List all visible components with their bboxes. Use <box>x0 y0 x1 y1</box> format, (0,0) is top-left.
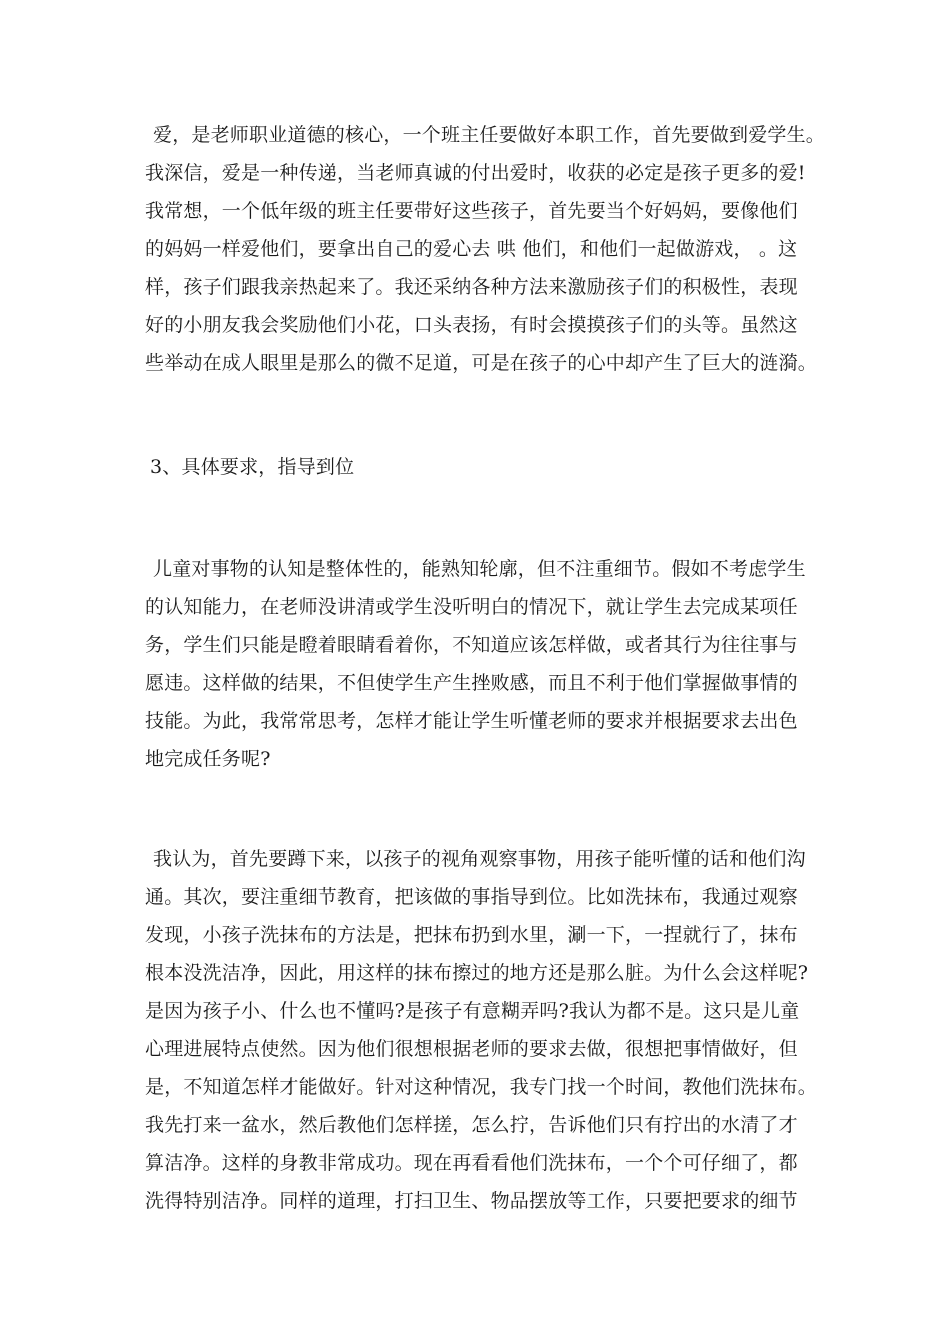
text-line: 样，孩子们跟我亲热起来了。我还采纳各种方法来激励孩子们的积极性，表现 <box>145 276 798 298</box>
text-line: 地完成任务呢? <box>145 748 271 770</box>
text-line: 技能。为此，我常常思考，怎样才能让学生听懂老师的要求并根据要求去出色 <box>145 710 798 732</box>
text-line: 我先打来一盆水，然后教他们怎样搓，怎么拧，告诉他们只有拧出的水清了才 <box>145 1114 798 1136</box>
section-heading: 3、具体要求，指导到位 <box>150 456 355 478</box>
text-line: 务，学生们只能是瞪着眼睛看着你，不知道应该怎样做，或者其行为往往事与 <box>145 634 798 656</box>
text-line: 愿违。这样做的结果，不但使学生产生挫败感，而且不利于他们掌握做事情的 <box>145 672 798 694</box>
text-line: 的妈妈一样爱他们，要拿出自己的爱心去 哄 他们，和他们一起做游戏， 。这 <box>145 238 798 260</box>
text-line: 的认知能力，在老师没讲清或学生没听明白的情况下，就让学生去完成某项任 <box>145 596 798 618</box>
text-line: 我认为，首先要蹲下来，以孩子的视角观察事物，用孩子能听懂的话和他们沟 <box>153 848 806 870</box>
text-line: 是，不知道怎样才能做好。针对这种情况，我专门找一个时间，教他们洗抹布。 <box>145 1076 818 1098</box>
text-line: 些举动在成人眼里是那么的微不足道，可是在孩子的心中却产生了巨大的涟漪。 <box>145 352 818 374</box>
text-line: 心理进展特点使然。因为他们很想根据老师的要求去做，很想把事情做好，但 <box>145 1038 798 1060</box>
text-line: 洗得特别洁净。同样的道理，打扫卫生、物品摆放等工作，只要把要求的细节 <box>145 1190 798 1212</box>
text-line: 儿童对事物的认知是整体性的，能熟知轮廓，但不注重细节。假如不考虑学生 <box>153 558 806 580</box>
text-line: 我深信，爱是一种传递，当老师真诚的付出爱时，收获的必定是孩子更多的爱! <box>145 162 806 184</box>
text-line: 好的小朋友我会奖励他们小花，口头表扬，有时会摸摸孩子们的头等。虽然这 <box>145 314 798 336</box>
text-line: 算洁净。这样的身教非常成功。现在再看看他们洗抹布，一个个可仔细了，都 <box>145 1152 798 1174</box>
text-line: 我常想，一个低年级的班主任要带好这些孩子，首先要当个好妈妈，要像他们 <box>145 200 798 222</box>
text-line: 发现，小孩子洗抹布的方法是，把抹布扔到水里，涮一下，一捏就行了，抹布 <box>145 924 798 946</box>
text-line: 爱，是老师职业道德的核心，一个班主任要做好本职工作，首先要做到爱学生。 <box>153 124 826 146</box>
text-line: 根本没洗洁净，因此，用这样的抹布擦过的地方还是那么脏。为什么会这样呢? <box>145 962 809 984</box>
text-line: 通。其次，要注重细节教育，把该做的事指导到位。比如洗抹布，我通过观察 <box>145 886 798 908</box>
text-line: 是因为孩子小、什么也不懂吗?是孩子有意糊弄吗?我认为都不是。这只是儿童 <box>145 1000 800 1022</box>
